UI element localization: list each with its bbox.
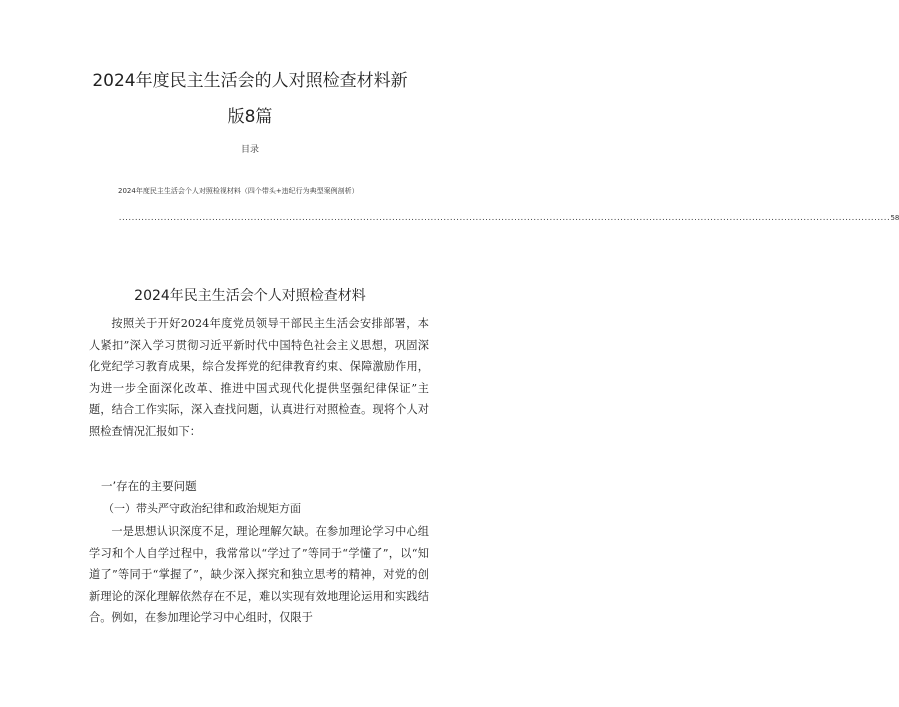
body-paragraph-intro: 按照关于开好2024年度党员领导干部民主生活会安排部署，本人紧扣”深入学习贯彻习近平新时代中国特色社会主义思想，巩固深化党纪学习教育成果，综合发挥党的纪律教育约束、保障激励作用，为进一步全面深化改革、推进中国式现代化提供坚强纪律保证”主题，结合工作实际，深入查找问题，认真进行对照检查。现将个人对照检查情况汇报如下：: [89, 317, 429, 438]
document-title-line-2: 版8篇: [227, 107, 273, 127]
toc-entry-title[interactable]: 2024年度民主生活会个人对照检视材料（四个带头+违纪行为典型案例剖析）: [118, 187, 359, 195]
body-paragraph-theory: 一是思想认识深度不足，理论理解欠缺。在参加理论学习中心组学习和个人自学过程中，我常常以“学过了”等同于“学懂了”，以“知道了”等同于“掌握了”，缺少深入探究和独立思考的精神，对党的创新理论的深化理解依然存在不足，难以实现有效地理论运用和实践结合。例如，在参加理论学习中心组时，仅限于: [89, 525, 429, 624]
section-title: 2024年民主生活会个人对照检查材料: [134, 288, 366, 304]
document-title-line-1: 2024年度民主生活会的人对照检查材料新: [92, 71, 408, 91]
subheading-political-discipline: （一）带头严守政治纪律和政治规矩方面: [103, 502, 301, 515]
table-of-contents-heading: 目录: [240, 145, 259, 155]
heading-main-problems: 一’存在的主要问题: [101, 479, 197, 493]
toc-dot-leader: ................................................................................................................................................................................................................................................: [118, 214, 890, 222]
toc-entry-leader[interactable]: [118, 214, 899, 222]
toc-page-number: 58: [890, 214, 899, 222]
